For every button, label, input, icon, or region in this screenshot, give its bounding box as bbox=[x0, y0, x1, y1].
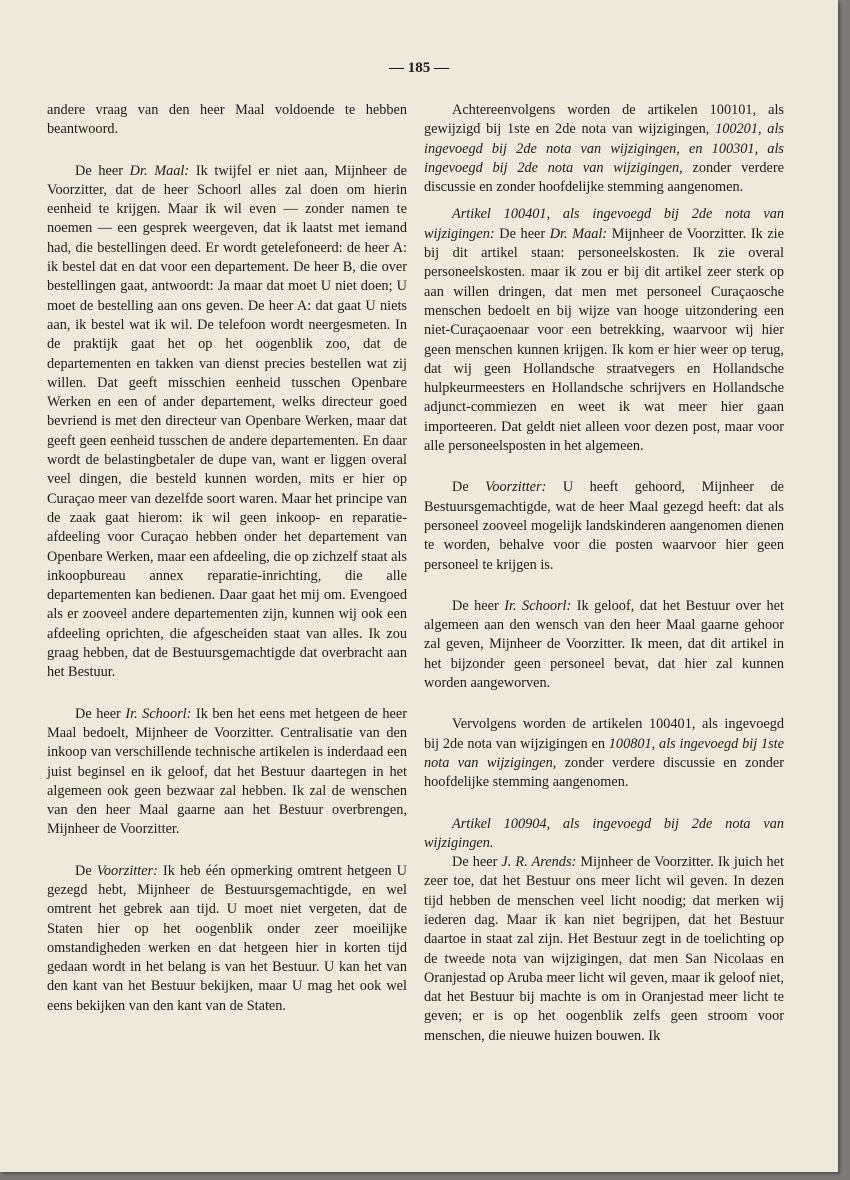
speech-text: Mijnheer de Voorzitter. Ik juich het zeer toe, dat het Bestuur ons meer licht wil geven. In dezen tijd hebben de menschen veel licht noodig; dat merken wij iederen dag. Maar ik kan niet begrijpen, dat het Bestuur daartoe in staat zal zijn. Het Bestuur zegt in de toelichting op de tweede nota van wijzigingen, dat men San Nicolaas en Oranjestad op Aruba meer licht wil geven, maar ik geloof niet, dat het Bestuur bij machte is om in Oranjestad meer licht te geven; er is op het oogenblik zelfs geen stroom voor menschen, die nieuwe huizen bouwen. Ik bbox=[424, 854, 785, 1044]
speaker-name: Ir. Schoorl: bbox=[125, 705, 192, 722]
body-text: Vervolgens worden de artikelen 100401, als ingevoegd bij 2de nota van wijzigingen en bbox=[424, 716, 784, 752]
article-reference: 100201, als ingevoegd bij 2de nota van wijzigingen, en 100301, als ingevoegd bij 2de nota van wijzigingen, bbox=[424, 121, 784, 176]
speaker-prefix: De bbox=[452, 479, 486, 496]
speaker-prefix: De heer bbox=[452, 854, 502, 871]
paragraph: andere vraag van den heer Maal voldoende te hebben beantwoord. bbox=[47, 102, 407, 138]
speaker-prefix: De bbox=[75, 862, 97, 879]
speaker-prefix: De heer bbox=[75, 162, 130, 179]
paragraph bbox=[424, 715, 784, 792]
speaker-name: Voorzitter: bbox=[485, 479, 547, 496]
speaker-prefix: De heer bbox=[452, 597, 505, 614]
speech-text: Ik heb één opmerking omtrent hetgeen U gezegd hebt, Mijnheer de Bestuursgemachtigde, en wel omtrent het gebrek aan tijd. U moet niet vergeten, dat de Staten hier op het oogenblik onder zeer moeilijke omstandigheden werken en dat hetgeen hier in korten tijd gedaan wordt in het belang is van het Bestuur. U kan het van den kant van het Bestuur bekijken, maar U mag het ook wel eens bekijken van den kant van de Staten. bbox=[47, 862, 407, 1014]
paragraph bbox=[424, 597, 784, 693]
paragraph bbox=[47, 862, 407, 1016]
speaker-prefix: De heer bbox=[75, 705, 126, 722]
speaker-name: J. R. Arends: bbox=[501, 854, 577, 871]
body-text: Achtereenvolgens worden de artikelen 100101, als gewijzigd bij 1ste en 2de nota van wijzigingen, bbox=[424, 102, 784, 138]
speaker-prefix: De heer bbox=[494, 225, 550, 242]
paragraph bbox=[47, 705, 407, 840]
speech-text: Mijnheer de Voorzitter. Ik zie bij dit artikel staan: personeelskosten. Ik zie overal personeelskosten. maar ik zou er bij dit artikel zeer sterk op aan willen dringen, dat men met personeel Curaçaosche menschen bedoelt en bij wijze van hooge uitzondering een niet-Curaçaoenaar voor een betrekking, waarvoor wij hier geen menschen kunnen krijgen. Ik kom er hier weer op terug, dat wij geen Hollandsche straatvegers en Hollandsche hulpkeurmeesters en Hollandsche schrijvers en Hollandsche adjunct-commiezen en weet ik wat meer hier gaan importeeren. Dat geldt niet alleen voor dezen post, maar voor alle personeelsposten in het algemeen. bbox=[424, 225, 784, 455]
paragraph bbox=[424, 205, 784, 456]
article-reference: 100801, als ingevoegd bij 1ste nota van wijzigingen, bbox=[424, 735, 784, 771]
page-number: — 185 — bbox=[389, 60, 449, 76]
speaker-name: Voorzitter: bbox=[96, 862, 158, 879]
article-heading: Artikel 100401, als ingevoegd bij 2de nota van wijzigingen: bbox=[424, 206, 784, 242]
speech-text: Ik ben het eens met hetgeen de heer Maal bedoelt, Mijnheer de Voorzitter. Centralisatie van den inkoop van verschillende technische artikelen is inderdaad een juist beginsel en ik geloof, dat het Bestuur daartegen in het algemeen ook geen bezwaar zal hebben. Ik zal de wenschen van den heer Maal gaarne aan het Bestuur overbrengen, Mijnheer de Voorzitter. bbox=[47, 705, 408, 838]
speaker-name: Dr. Maal: bbox=[129, 162, 190, 179]
speaker-name: Dr. Maal: bbox=[549, 225, 608, 242]
speech-text: Ik twijfel er niet aan, Mijnheer de Voorzitter, dat de heer Schoorl alles zal doen om hierin eenheid te krijgen. Maar ik wil even — zonder namen te noemen — een gesprek weergeven, dat ik laatst met iemand had, die bestellingen deed. Er wordt getelefoneerd: de heer A: ik bestel dat en dat voor een departement. De heer B, die over bestellingen gaat, antwoordt: Ja maar dat moet U niet doen; U moet de bestelling aan ons geven. De heer A: dat gaat U niets aan, ik bestel wat ik wil. De telefoon wordt neergesmeten. In de praktijk gaat het op het oogenblik zoo, dat de departementen en takken van dienst precies bestellen wat zij willen. Dat geeft misschien eenheid tusschen Openbare Werken en een of ander departement, welks directeur goed bevriend is met den directeur van Openbare Werken, maar dat geeft geen eenheid tusschen de andere departementen. En daar wordt de belastingbetaler de dupe van, want er liggen overal veel dingen, die besteld kunnen worden, mits er hier op Curaçao meer van dezelfde soort waren. Maar het principe van de zaak gaat hierom: ik wil geen inkoop- en reparatie-afdeeling voor Curaçao hebben onder het departement van Openbare Werken, maar een afdeeling, die op zichzelf staat als inkoopbureau annex reparatie-inrichting, die alle departementen kan bedienen. Daar gaat het mij om. Evengoed als er zooveel andere departementen zijn, kunnen wij ook een afdeeling oprichten, die afgescheiden staat van alles. Ik zou graag hebben, dat de Bestuursgemachtigde dat overbracht aan het Bestuur. bbox=[47, 162, 407, 681]
paragraph bbox=[424, 853, 784, 1046]
paragraph bbox=[424, 815, 784, 854]
left-column bbox=[47, 101, 407, 1038]
right-column bbox=[424, 101, 784, 1068]
paragraph bbox=[424, 101, 784, 197]
article-heading: Artikel 100904, als ingevoegd bij 2de nota van wijzigingen. bbox=[424, 815, 784, 851]
speech-text: Ik geloof, dat het Bestuur over het algemeen aan den wensch van den heer Maal gaarne gehoor zal geven, Mijnheer de Voorzitter. Ik meen, dat dit artikel in het bijzonder geen personeel bevat, dat hier zal kunnen worden aangeworven. bbox=[424, 597, 784, 692]
speech-text: U heeft gehoord, Mijnheer de Bestuursgemachtigde, wat de heer Maal gezegd heeft: dat als personeel zooveel mogelijk landskinderen aangenomen dienen te worden, behalve voor die posten waarvoor hier geen personeel te krijgen is. bbox=[424, 479, 785, 573]
body-text: zonder verdere discussie en zonder hoofdelijke stemming aangenomen. bbox=[424, 159, 785, 196]
paragraph bbox=[47, 162, 407, 683]
speaker-name: Ir. Schoorl: bbox=[504, 597, 572, 614]
paragraph bbox=[424, 478, 784, 574]
body-text: zonder verdere discussie en zonder hoofdelijke stemming aangenomen. bbox=[424, 754, 784, 791]
